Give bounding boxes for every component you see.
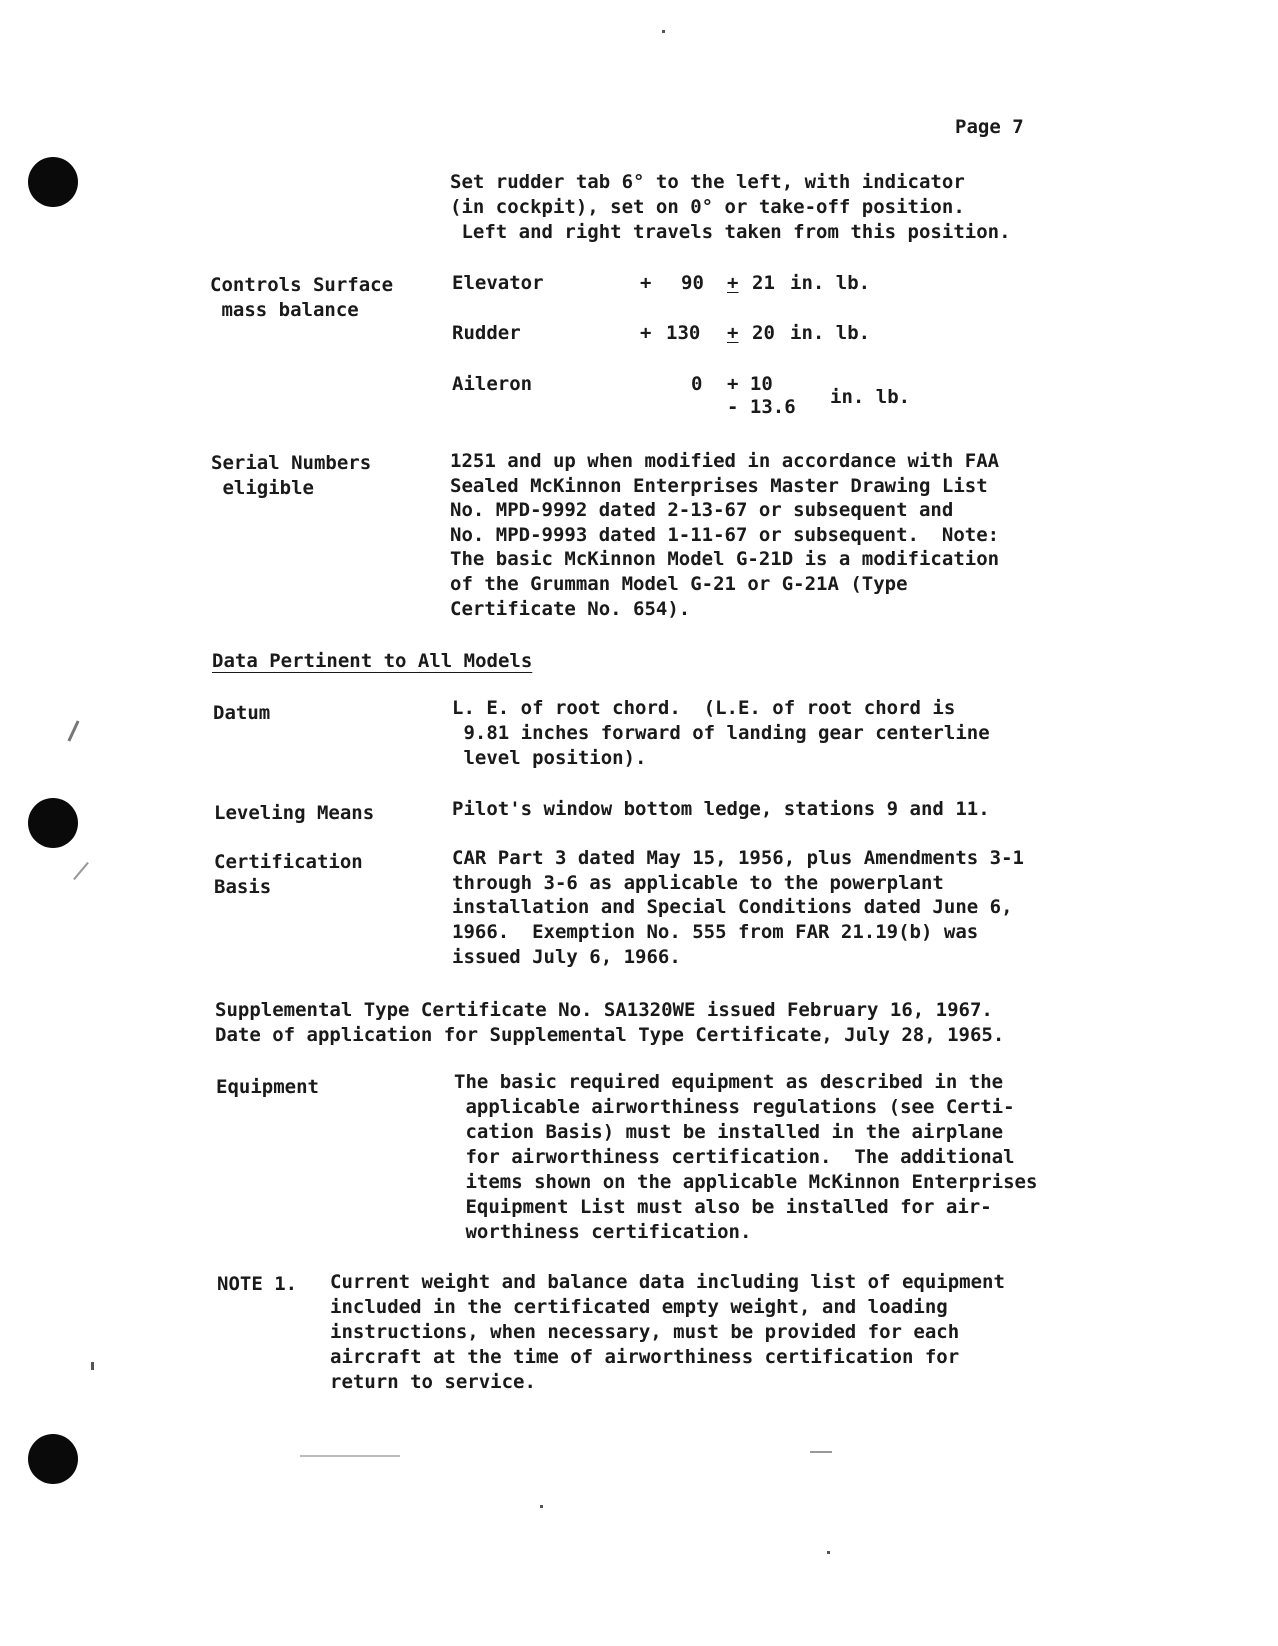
- scan-speck: [73, 862, 89, 880]
- note-line: included in the certificated empty weight, and loading: [330, 1296, 948, 1318]
- stc-line: Supplemental Type Certificate No. SA1320WE issued February 16, 1967.: [215, 999, 993, 1021]
- tolerance-minus: - 13.6: [727, 396, 796, 418]
- serial-line: Sealed McKinnon Enterprises Master Drawing List: [450, 475, 988, 497]
- certification-line: 1966. Exemption No. 555 from FAR 21.19(b) was: [452, 921, 979, 943]
- scan-speck: [810, 1451, 832, 1453]
- certification-label: Certification: [214, 851, 363, 873]
- tolerance-plus: + 10: [727, 373, 773, 395]
- datum-line: L. E. of root chord. (L.E. of root chord is: [452, 697, 956, 719]
- surface-name: Elevator: [452, 272, 544, 294]
- mass-balance-label: Controls Surface: [210, 274, 394, 296]
- balance-sign: +: [640, 272, 652, 294]
- tolerance-value: 20: [752, 322, 775, 344]
- intro-line: Set rudder tab 6° to the left, with indicator: [450, 171, 965, 193]
- serial-line: 1251 and up when modified in accordance with FAA: [450, 450, 1000, 472]
- leveling-label: Leveling Means: [214, 802, 375, 824]
- certification-label: Basis: [214, 876, 272, 898]
- scan-speck: [827, 1551, 830, 1554]
- balance-value: 90: [681, 272, 704, 294]
- equipment-line: Equipment List must also be installed for air-: [454, 1196, 992, 1218]
- tolerance-sign: +: [727, 272, 739, 294]
- stc-line: Date of application for Supplemental Type Certificate, July 28, 1965.: [215, 1024, 1005, 1046]
- certification-line: through 3-6 as applicable to the powerplant: [452, 872, 944, 894]
- punch-hole-bottom: [28, 1434, 78, 1484]
- datum-label: Datum: [213, 702, 271, 724]
- equipment-line: for airworthiness certification. The additional: [454, 1146, 1015, 1168]
- surface-name: Rudder: [452, 322, 521, 344]
- surface-name: Aileron: [452, 373, 533, 395]
- scan-speck: [67, 720, 79, 741]
- tolerance-value: 21: [752, 272, 775, 294]
- note-line: return to service.: [330, 1371, 536, 1393]
- balance-unit: in. lb.: [790, 272, 871, 294]
- note-line: aircraft at the time of airworthiness certification for: [330, 1346, 960, 1368]
- punch-hole-top: [28, 157, 78, 207]
- balance-sign: +: [640, 322, 652, 344]
- serial-label: Serial Numbers: [211, 452, 372, 474]
- page-number: Page 7: [955, 116, 1024, 138]
- intro-line: (in cockpit), set on 0° or take-off position.: [450, 196, 965, 218]
- certification-line: installation and Special Conditions dated June 6,: [452, 896, 1013, 918]
- datum-line: 9.81 inches forward of landing gear centerline: [452, 722, 990, 744]
- equipment-line: items shown on the applicable McKinnon Enterprises: [454, 1171, 1038, 1193]
- equipment-line: cation Basis) must be installed in the airplane: [454, 1121, 1004, 1143]
- balance-unit: in. lb.: [790, 322, 871, 344]
- note-line: Current weight and balance data including list of equipment: [330, 1271, 1005, 1293]
- scan-speck: [662, 30, 665, 33]
- punch-hole-middle: [28, 798, 78, 848]
- mass-balance-label: mass balance: [210, 299, 359, 321]
- equipment-line: worthiness certification.: [454, 1221, 752, 1243]
- note-label: NOTE 1.: [217, 1273, 298, 1295]
- certification-line: issued July 6, 1966.: [452, 946, 681, 968]
- certification-line: CAR Part 3 dated May 15, 1956, plus Amendments 3-1: [452, 847, 1024, 869]
- balance-value: 130: [666, 322, 701, 344]
- leveling-text: Pilot's window bottom ledge, stations 9 and 11.: [452, 798, 990, 820]
- section-heading: Data Pertinent to All Models: [212, 650, 533, 672]
- serial-line: No. MPD-9992 dated 2-13-67 or subsequent and: [450, 499, 954, 521]
- scan-speck: [91, 1362, 94, 1370]
- serial-line: The basic McKinnon Model G-21D is a modification: [450, 548, 1000, 570]
- serial-label: eligible: [211, 477, 314, 499]
- scan-speck: [540, 1505, 543, 1508]
- tolerance-sign: +: [727, 322, 739, 344]
- serial-line: No. MPD-9993 dated 1-11-67 or subsequent. Note:: [450, 524, 1000, 546]
- note-line: instructions, when necessary, must be provided for each: [330, 1321, 960, 1343]
- equipment-label: Equipment: [216, 1076, 319, 1098]
- intro-line: Left and right travels taken from this position.: [450, 221, 1011, 243]
- balance-unit: in. lb.: [830, 386, 911, 408]
- scan-speck: [300, 1455, 400, 1457]
- balance-value: 0: [691, 373, 703, 395]
- equipment-line: applicable airworthiness regulations (see Certi-: [454, 1096, 1015, 1118]
- equipment-line: The basic required equipment as described in the: [454, 1071, 1004, 1093]
- serial-line: Certificate No. 654).: [450, 598, 691, 620]
- datum-line: level position).: [452, 747, 647, 769]
- serial-line: of the Grumman Model G-21 or G-21A (Type: [450, 573, 908, 595]
